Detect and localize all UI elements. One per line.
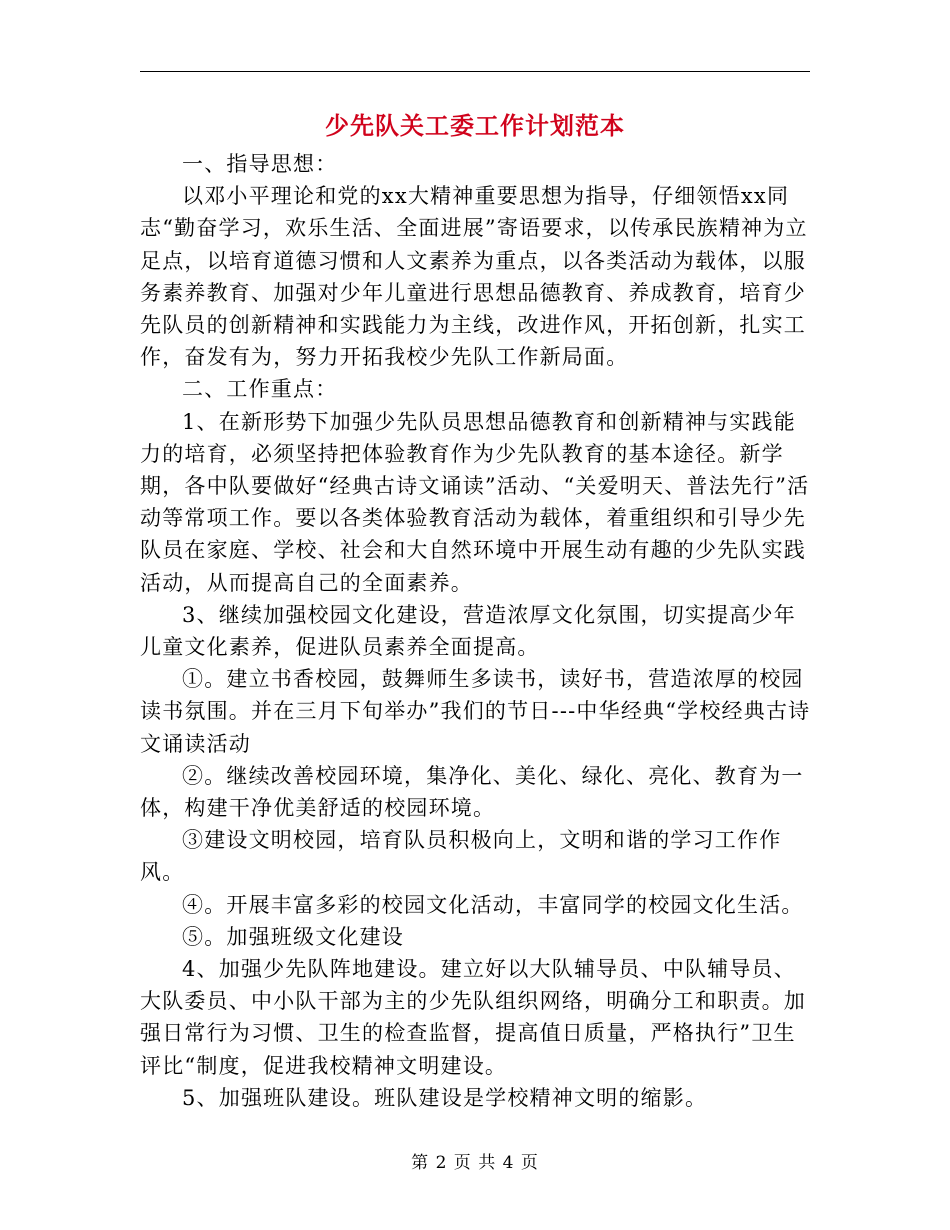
paragraph: 4、加强少先队阵地建设。建立好以大队辅导员、中队辅导员、大队委员、中小队干部为主的少先队组织网络，明确分工和职责。加强日常行为习惯、卫生的检查监督，提高值日质量，严格执行”卫生评比“制度，促进我校精神文明建设。 — [140, 957, 806, 1078]
paragraph: 5、加强班队建设。班队建设是学校精神文明的缩影。 — [182, 1085, 708, 1110]
paragraph: ①。建立书香校园，鼓舞师生多读书，读好书，营造浓厚的校园读书氛围。并在三月下旬举办”我们的节日---中华经典“学校经典古诗文诵读活动 — [140, 667, 811, 756]
document-title: 少先队关工委工作计划范本 — [325, 111, 625, 140]
page-number: 第 2 页 共 4 页 — [411, 1153, 539, 1173]
paragraph: 1、在新形势下加强少先队员思想品德教育和创新精神与实践能力的培育，必须坚持把体验教育作为少先队教育的基本途径。新学期，各中队要做好“经典古诗文诵读”活动、“关爱明天、普法先行”活动等常项工作。要以各类体验教育活动为载体，着重组织和引导少先队员在家庭、学校、社会和大自然环境中开展生动有趣的少先队实践活动，从而提高自己的全面素养。 — [140, 409, 810, 595]
paragraph: ④。开展丰富多彩的校园文化活动，丰富同学的校园文化生活。 — [182, 892, 804, 917]
paragraph: ②。继续改善校园环境，集净化、美化、绿化、亮化、教育为一体，构建干净优美舒适的校园环境。 — [140, 763, 804, 821]
paragraph: 以邓小平理论和党的xx大精神重要思想为指导，仔细领悟xx同志“勤奋学习，欢乐生活、全面进展”寄语要求，以传承民族精神为立足点，以培育道德习惯和人文素养为重点，以各类活动为载体，以服务素养教育、加强对少年儿童进行思想品德教育、养成教育，培育少先队员的创新精神和实践能力为主线，改进作风，开拓创新，扎实工作，奋发有为，努力开拓我校少先队工作新局面。 — [140, 184, 808, 370]
paragraph: ⑤。加强班级文化建设 — [182, 924, 404, 949]
paragraph: ③建设文明校园，培育队员积极向上，文明和谐的学习工作作风。 — [140, 828, 782, 885]
paragraph-heading-guiding: 一、指导思想： — [182, 152, 338, 176]
paragraph: 3、继续加强校园文化建设，营造浓厚文化氛围，切实提高少年儿童文化素养，促进队员素养全面提高。 — [140, 602, 796, 660]
paragraph-heading-focus: 二、工作重点： — [182, 377, 338, 402]
header-rule — [140, 71, 810, 72]
document-body — [140, 148, 815, 1114]
